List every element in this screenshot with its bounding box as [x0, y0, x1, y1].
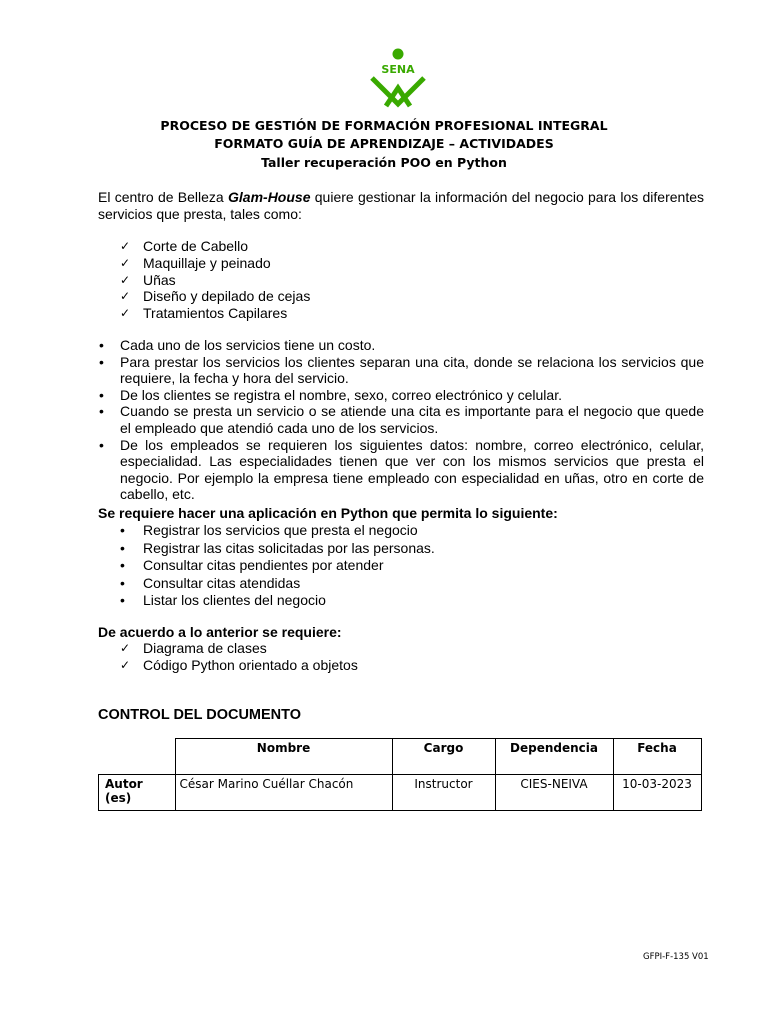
cell-dependencia: CIES-NEIVA	[495, 775, 613, 811]
list-item: ✓ Diseño y depilado de cejas	[120, 288, 311, 305]
table-header-row	[99, 739, 702, 775]
list-item: • De los empleados se requieren los siguientes datos: nombre, correo electrónico, celular, especialidad. Las especialidades tienen que ver con los mismos servicios que presta el negocio. Por ejemplo la empresa tiene empleado con especialidad en uñas, otro en corte de cabello, etc.	[99, 436, 704, 503]
bullet-icon: •	[120, 522, 125, 538]
list-item: • Registrar las citas solicitadas por las personas.	[120, 539, 435, 556]
control-title: CONTROL DEL DOCUMENTO	[98, 707, 302, 723]
check-icon: ✓	[120, 306, 131, 321]
cell-fecha: 10-03-2023	[613, 775, 701, 811]
list-item: • Para prestar los servicios los clientes separan una cita, donde se relaciona los servicios que requiere, la fecha y hora del servicio.	[99, 353, 704, 387]
list-item: ✓ Código Python orientado a objetos	[120, 656, 358, 673]
requirements-list	[120, 522, 435, 610]
header-cargo: Cargo	[392, 739, 495, 775]
check-icon: ✓	[120, 641, 131, 655]
table-corner-cell	[99, 739, 176, 775]
table-row	[99, 775, 702, 811]
bullet-icon: •	[120, 592, 125, 609]
bullet-icon: •	[120, 574, 125, 591]
list-item: • Registrar los servicios que presta el negocio	[120, 522, 418, 538]
list-item: • Cuando se presta un servicio o se atiende una cita es importante para el negocio que quede el empleado que atendió cada uno de los servicios.	[99, 403, 704, 436]
list-item: • Consultar citas pendientes por atender	[120, 557, 384, 574]
check-icon: ✓	[120, 255, 131, 270]
list-item: • Consultar citas atendidas	[120, 574, 301, 591]
list-item: • Cada uno de los servicios tiene un costo.	[99, 337, 376, 353]
bullet-icon: •	[99, 403, 104, 420]
check-icon: ✓	[120, 289, 131, 304]
bullet-icon: •	[99, 353, 104, 370]
check-icon: ✓	[120, 239, 131, 253]
list-item: ✓ Tratamientos Capilares	[120, 305, 288, 322]
check-icon: ✓	[120, 272, 131, 287]
deliverables-title: De acuerdo a lo anterior se requiere:	[98, 624, 342, 640]
header-format: FORMATO GUÍA DE APRENDIZAJE – ACTIVIDADES	[214, 136, 554, 151]
logo-text: SENA	[381, 63, 415, 76]
services-list	[120, 238, 310, 322]
header-process: PROCESO DE GESTIÓN DE FORMACIÓN PROFESIONAL INTEGRAL	[160, 118, 608, 133]
brand-name: Glam-House	[228, 189, 311, 205]
bullet-icon: •	[99, 436, 104, 453]
list-item: ✓ Diagrama de clases	[120, 640, 267, 656]
check-icon: ✓	[120, 657, 131, 672]
intro-after: quiere gestionar la información del negocio para los diferentes servicios que presta, tales como:	[98, 189, 704, 222]
intro-paragraph	[98, 189, 704, 223]
row-label-autor: Autor (es)	[99, 775, 176, 811]
business-rules-list	[98, 337, 704, 503]
intro-before: El centro de Belleza	[98, 189, 229, 205]
header-fecha: Fecha	[613, 739, 701, 775]
document-code: GFPI-F-135 V01	[643, 952, 709, 962]
header-nombre: Nombre	[175, 739, 392, 775]
sena-logo	[368, 48, 428, 110]
document-control-table	[98, 738, 702, 811]
list-item: ✓ Corte de Cabello	[120, 238, 249, 254]
header-dependencia: Dependencia	[495, 739, 613, 775]
bullet-icon: •	[120, 557, 125, 574]
bullet-icon: •	[120, 539, 125, 556]
list-item: ✓ Uñas	[120, 271, 176, 288]
bullet-icon: •	[99, 386, 104, 403]
requirements-title: Se requiere hacer una aplicación en Python que permita lo siguiente:	[98, 505, 558, 521]
cell-cargo: Instructor	[392, 775, 495, 811]
list-item: ✓ Maquillaje y peinado	[120, 254, 271, 271]
list-item: • De los clientes se registra el nombre, sexo, correo electrónico y celular.	[99, 386, 562, 403]
deliverables-list	[120, 640, 358, 674]
cell-nombre: César Marino Cuéllar Chacón	[175, 775, 392, 811]
header-title: Taller recuperación POO en Python	[261, 155, 507, 170]
list-item: • Listar los clientes del negocio	[120, 592, 326, 609]
bullet-icon: •	[99, 337, 104, 353]
